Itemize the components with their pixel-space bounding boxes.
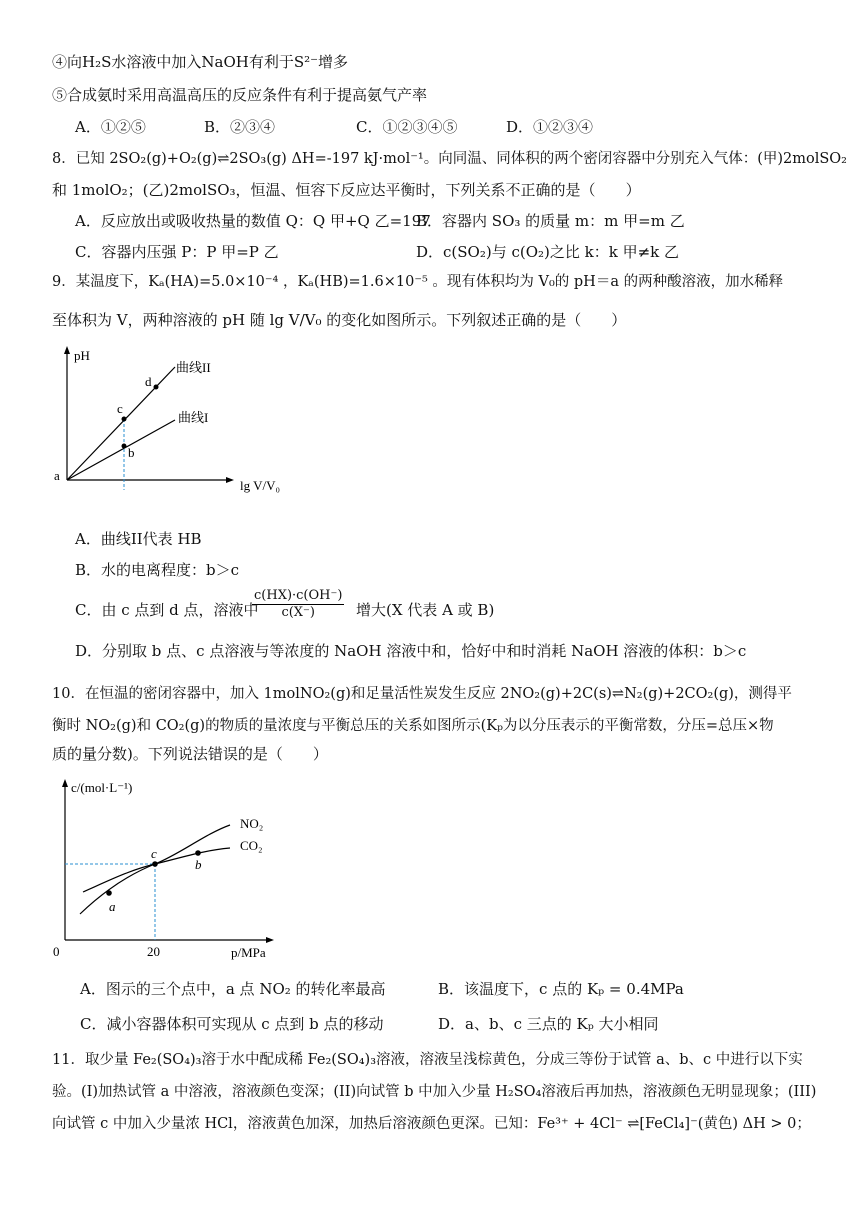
curve-ii [67, 367, 175, 480]
point-b [195, 850, 201, 856]
point-d [154, 385, 159, 390]
point-c-label: c [151, 846, 157, 861]
q9-option-d: D．分别取 b 点、c 点溶液与等浓度的 NaOH 溶液中和，恰好中和时消耗 NaOH 溶液的体积：b＞c [75, 642, 747, 660]
q8-stem-line1: 8．已知 2SO₂(g)+O₂(g)⇌2SO₃(g) ΔH=-197 kJ·mol⁻¹。向同温、同体积的两个密闭容器中分别充入气体：(甲)2molSO₂ [52, 151, 847, 167]
point-a [106, 890, 112, 896]
q8-option-c: C．容器内压强 P：P 甲=P 乙 [75, 243, 279, 261]
curve-i-label: 曲线I [178, 410, 209, 425]
point-a-label: a [109, 899, 116, 914]
point-a-label: a [54, 468, 60, 483]
curve-ii-label: 曲线II [176, 360, 211, 375]
q7-option-b: B．②③④ [204, 118, 276, 136]
point-b [122, 444, 127, 449]
point-d-label: d [145, 374, 152, 389]
curve-i [67, 420, 175, 480]
q7-option-c: C．①②③④⑤ [356, 118, 458, 136]
q8-stem-line2: 和 1molO₂；(乙)2molSO₃，恒温、恒容下反应达平衡时，下列关系不正确的是（ ） [52, 181, 641, 199]
y-axis-label: c/(mol·L⁻¹) [71, 780, 133, 795]
x-axis-arrow [226, 477, 234, 483]
q11-stem-line3: 向试管 c 中加入少量浓 HCl，溶液黄色加深，加热后溶液颜色更深。已知：Fe³⁺ + 4Cl⁻ ⇌[FeCl₄]⁻(黄色) ΔH > 0； [52, 1116, 811, 1132]
q9-stem-line2: 至体积为 V，两种溶液的 pH 随 lg V/V₀ 的变化如图所示。下列叙述正确的是（ ） [52, 311, 627, 329]
q8-option-a: A．反应放出或吸收热量的数值 Q：Q 甲+Q 乙=197 [75, 212, 431, 230]
q9-option-b: B．水的电离程度：b＞c [75, 561, 240, 579]
q7-option-a: A．①②⑤ [75, 118, 146, 136]
q10-option-c: C．减小容器体积可实现从 c 点到 b 点的移动 [80, 1015, 384, 1033]
x-tick-20: 20 [147, 944, 160, 959]
point-c-label: c [117, 401, 123, 416]
point-c [152, 861, 158, 867]
q7-option-d: D．①②③④ [506, 118, 594, 136]
q9-option-c-suffix: 增大(X 代表 A 或 B) [356, 601, 495, 619]
point-b-label: b [128, 445, 135, 460]
q10-option-d: D．a、b、c 三点的 Kₚ 大小相同 [438, 1015, 659, 1033]
fraction-denominator: c(X⁻) [281, 605, 315, 620]
q10-option-a: A．图示的三个点中，a 点 NO₂ 的转化率最高 [80, 980, 386, 998]
y-axis-label: pH [74, 348, 90, 363]
q8-option-d: D．c(SO₂)与 c(O₂)之比 k：k 甲≠k 乙 [416, 243, 680, 261]
q10-stem-line2: 衡时 NO₂(g)和 CO₂(g)的物质的量浓度与平衡总压的关系如图所示(Kₚ为以分压表示的平衡常数，分压=总压×物 [52, 718, 774, 734]
q9-option-a: A．曲线II代表 HB [75, 530, 202, 548]
origin-label: 0 [53, 944, 60, 959]
q11-stem-line1: 11．取少量 Fe₂(SO₄)₃溶于水中配成稀 Fe₂(SO₄)₃溶液，溶液呈浅棕黄色，分成三等份于试管 a、b、c 中进行以下实 [52, 1052, 803, 1068]
q9-option-c-prefix: C．由 c 点到 d 点，溶液中 [75, 601, 259, 619]
q10-stem-line1: 10．在恒温的密闭容器中，加入 1molNO₂(g)和足量活性炭发生反应 2NO₂(g)+2C(s)⇌N₂(g)+2CO₂(g)，测得平 [52, 686, 792, 702]
q9-stem-line1: 9．某温度下，Kₐ(HA)=5.0×10⁻⁴ ，Kₐ(HB)=1.6×10⁻⁵ 。现有体积均为 V₀的 pH＝a 的两种酸溶液，加水稀释 [52, 274, 784, 290]
q11-stem-line2: 验。(I)加热试管 a 中溶液，溶液颜色变深；(II)向试管 b 中加入少量 H₂SO₄溶液后再加热，溶液颜色无明显现象；(III) [52, 1084, 817, 1100]
x-axis-label: lg V/V₀ [240, 478, 281, 493]
q7-item-4: ④向H₂S水溶液中加入NaOH有利于S²⁻增多 [52, 53, 349, 71]
point-c [122, 417, 127, 422]
q10-option-b: B．该温度下，c 点的 Kₚ = 0.4MPa [438, 980, 684, 998]
x-axis-arrow [266, 937, 274, 943]
q8-option-b: B．容器内 SO₃ 的质量 m：m 甲=m 乙 [416, 212, 685, 230]
point-b-label: b [195, 857, 202, 872]
q7-item-5: ⑤合成氨时采用高温高压的反应条件有利于提高氨气产率 [52, 86, 428, 104]
y-axis-arrow [62, 779, 68, 787]
no2-label: NO₂ [240, 816, 264, 831]
y-axis-arrow [64, 346, 70, 354]
q10-stem-line3: 质的量分数)。下列说法错误的是（ ） [52, 745, 328, 763]
concentration-pressure-chart [45, 772, 305, 968]
fraction-numerator: c(HX)·c(OH⁻) [254, 588, 343, 603]
co2-label: CO₂ [240, 838, 263, 853]
q9-option-c-fraction [252, 588, 344, 621]
ph-dilution-chart [50, 340, 290, 515]
x-axis-label: p/MPa [231, 945, 266, 960]
